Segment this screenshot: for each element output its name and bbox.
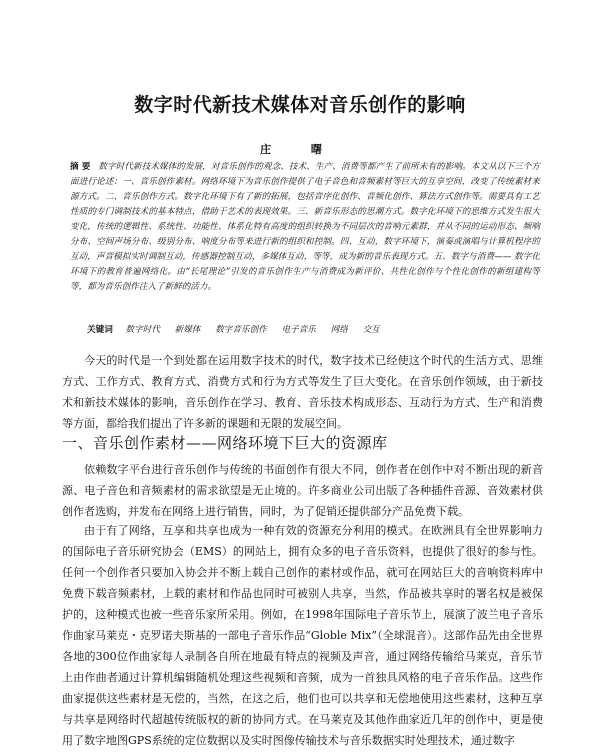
- keyword-item: 数字时代: [125, 325, 160, 335]
- keyword-item: 电子音乐: [281, 325, 316, 335]
- abstract-text: 数字时代新技术媒体的发展，对音乐创作的观念、技术、生产、消费等都产生了前所未有的影响。本文从以下三个方面进行论述：一、音乐创作素材。网络环境下为音乐创作提供了电子音色和音频素材等巨大的互享空间，改变了传统素材来源方式。二、音乐创作方式。数字化环境下有了新的拓展，包括音序化创作、音频化创作、算法方式创作等。需要具有工艺性质的专门调制技术的基本特点，借助于艺术的表现效果。三、新音乐形态的思潮方式。数字化环境下的思维方式发生很大变化，传统的逻辑性、系统性、功能性、体系化特有高度的组织转换为不同层次的音响元素群，并从不同的运动形态、频响分布、空间声场分布、级别分布、响度分布等来进行新的组织和控制。四、互动，数字环境下，演奏或演唱与计算机程序的互动，声音模拟实时调制互动，传感器控制互动，多媒体互动，等等，成为新的音乐表现方式。五、数字与消费—— 数字化环境下的教育普遍网络化。由“长尾理论”引发的音乐创作生产与消费成为新评价、共性化创作与个性化创作的新组建构等等，都为音乐创作注入了新鲜的活力。: [70, 162, 540, 292]
- paper-title: 数字时代新技术媒体对音乐创作的影响: [134, 94, 466, 116]
- keywords-line: [87, 323, 392, 335]
- body-paragraph-2: 由于有了网络，互享和共享也成为一种有效的资源充分利用的模式。在欧洲具有全世界影响力的国际电子音乐研究协会（EMS）的网站上，拥有众多的电子音乐资料，也提供了很好的参与性。任何一个创作者只要加入协会并不断上载自己创作的素材或作品，就可在网站巨大的音响资料库中免费下载音频素材，上载的素材和作品也同时可被别人共享，当然，作品被共享时的署名权是被保护的，这种模式也被一些音乐家所采用。例如，在1998年国际电子音乐节上，展演了波兰电子音乐作曲家马莱克・克罗诺夫斯基的一部电子音乐作品“Globle Mix”（全球混音）。这部作品先由全世界各地的300位作曲家每人录制各自所在地最有特点的视频及声音，通过网络传输给马莱克，音乐节上由作曲者通过计算机编辑随机处理这些视频和音频，成为一首独具风格的电子音乐作品。这些作曲家提供这些素材是无偿的，当然，在这之后，他们也可以共享和无偿地使用这些素材，这种互享与共享是网络时代超越传统版权的新的协同方式。在马莱克及其他作曲家近几年的创作中，更是使用了数字地图GPS系统的定位数据以及实时图像传输技术与音乐数据实时处理技术，通过数字: [62, 524, 543, 747]
- author-name: 庄 曙: [260, 143, 340, 156]
- abstract-label: 摘 要: [70, 162, 91, 172]
- section-heading: 一、音乐创作素材——网络环境下巨大的资源库: [62, 434, 388, 452]
- intro-paragraph: 今天的时代是一个到处都在运用数字技术的时代，数字技术已经使这个时代的生活方式、思维方式、工作方式、教育方式、消费方式和行为方式等发生了巨大变化。在音乐创作领域，由于新技术和新技术媒体的影响，音乐创作在学习、教育、音乐技术构成形态、互动行为方式、生产和消费等方面，都给我们提出了许多新的课题和无限的发展空间。: [62, 354, 543, 430]
- keyword-item: 新媒体: [174, 325, 201, 335]
- body-paragraph-1: 依赖数字平台进行音乐创作与传统的书面创作有很大不同，创作者在创作中对不断出现的新音源、电子音色和音频素材的需求欲望是无止境的。许多商业公司出版了各种插件音源、音效素材供创作者选购，并发布在网络上进行销售，同时，为了促销还提供部分产品免费下载。: [62, 463, 543, 518]
- keyword-item: 交互: [362, 325, 380, 335]
- keyword-item: 网络: [330, 325, 348, 335]
- keywords-label: 关键词: [87, 325, 113, 335]
- abstract-block: [70, 160, 540, 295]
- keyword-item: 数字音乐创作: [215, 325, 267, 335]
